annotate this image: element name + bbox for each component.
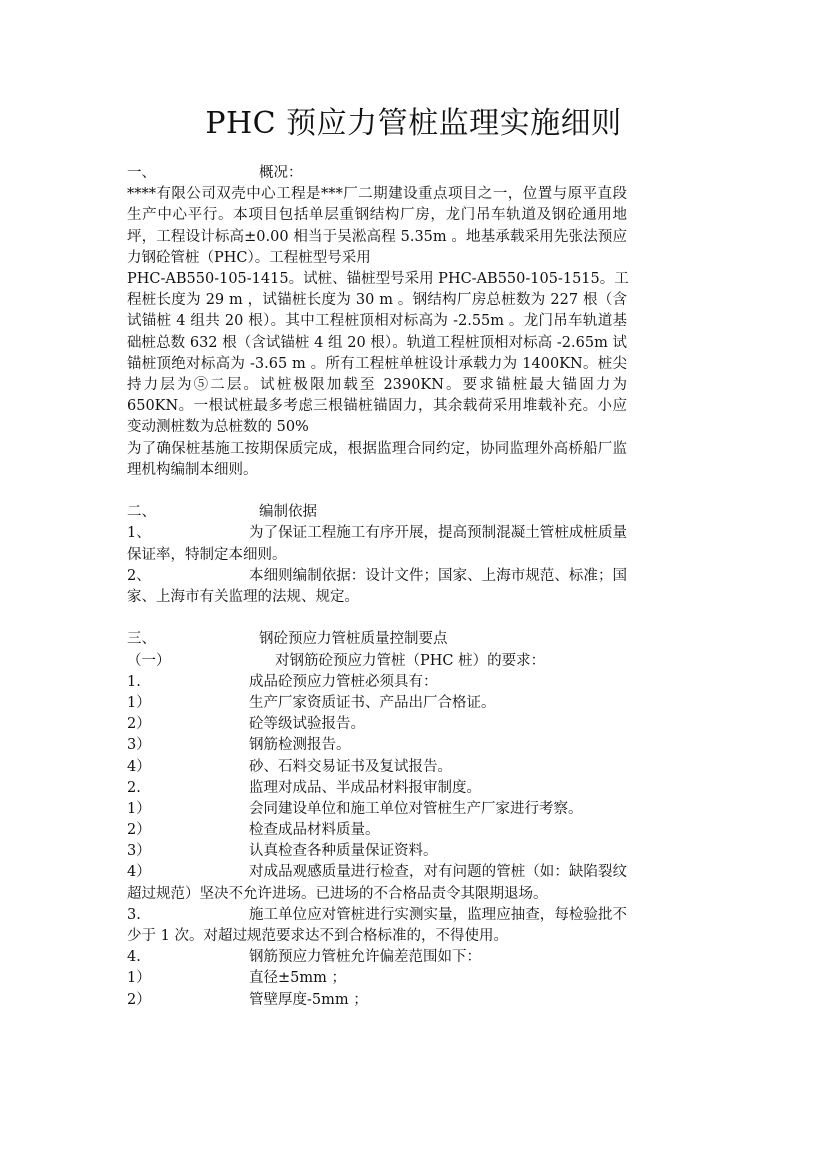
item-number: 2）: [127, 822, 151, 839]
section-1-heading: [127, 163, 627, 184]
item-text: 检查成品材料质量。: [249, 822, 380, 839]
item-number: 1）: [127, 970, 151, 987]
section-2-heading: [127, 502, 627, 523]
section-1-model-line: PHC-AB550-105-1415。试桩、锚桩型号采用 PHC-AB550-105-1515。工: [127, 271, 629, 287]
list-item: [127, 693, 627, 714]
list-item: [127, 799, 627, 820]
item-text: 钢筋检测报告。: [249, 737, 351, 754]
group-2-heading: [127, 778, 627, 799]
item-number: 4.: [127, 949, 141, 966]
item-number: 3）: [127, 843, 151, 860]
subsection-title: 对钢筋砼预应力管桩（PHC 桩）的要求：: [275, 652, 546, 669]
section-1-title: 概况：: [259, 165, 303, 181]
section-2-item: [127, 523, 627, 565]
item-number: 4）: [127, 758, 151, 775]
list-item: [127, 990, 627, 1011]
item-text: 为了保证工程施工有序开展，提高预制混凝土管桩成桩质量保证率，特制定本细则。: [127, 525, 627, 563]
list-item: [127, 735, 627, 756]
item-number: 1.: [127, 673, 141, 690]
section-1-paragraph-3: 为了确保桩基施工按期保质完成，根据监理合同约定，协同监理外高桥船厂监理机构编制本细则。: [127, 440, 627, 478]
section-3-title: 钢砼预应力管桩质量控制要点: [259, 631, 448, 648]
document-title: PHC 预应力管桩监理实施细则: [205, 106, 622, 141]
section-3-number: 三、: [127, 631, 156, 648]
item-text: 会同建设单位和施工单位对管桩生产厂家进行考察。: [249, 800, 583, 817]
list-item: [127, 714, 627, 735]
item-text: 施工单位应对管桩进行实测实量，监理应抽查，每检验批不少于 1 次。对超过规范要求达不到合格标准的，不得使用。: [127, 906, 627, 945]
group-4-heading: [127, 947, 627, 968]
item-text: 钢筋预应力管桩允许偏差范围如下：: [249, 949, 481, 966]
item-text: 认真检查各种质量保证资料。: [249, 843, 438, 860]
item-number: 4）: [127, 864, 151, 881]
item-text: 监理对成品、半成品材料报审制度。: [249, 779, 481, 796]
item-number: 2）: [127, 716, 151, 733]
item-number: 1、: [127, 525, 151, 542]
list-item: [127, 968, 627, 989]
item-text: 生产厂家资质证书、产品出厂合格证。: [249, 694, 496, 711]
item-number: 3.: [127, 906, 141, 923]
section-2-number: 二、: [127, 504, 156, 521]
section-2-item: [127, 566, 627, 608]
document-body: [127, 163, 627, 1011]
item-number: 2）: [127, 991, 151, 1008]
spacer: [127, 608, 627, 629]
item-text: 成品砼预应力管桩必须具有：: [249, 673, 438, 690]
subsection-number: （一）: [127, 652, 171, 669]
item-number: 1）: [127, 694, 151, 711]
section-3-heading: [127, 629, 627, 650]
list-item: [127, 841, 627, 862]
item-text: 管壁厚度-5mm ；: [249, 991, 368, 1008]
section-1-number: 一、: [127, 165, 156, 181]
section-1-paragraph-1: ****有限公司双壳中心工程是***厂二期建设重点项目之一，位置与原平直段生产中心平行。本项目包括单层重钢结构厂房，龙门吊车轨道及钢砼通用地坪，工程设计标高±0.00 相当于吴淞高程 5.35m 。地基承载采用先张法预应力钢砼管桩（PHC）。工程桩型号采用: [127, 186, 627, 266]
section-2-title: 编制依据: [259, 504, 317, 521]
item-number: 2、: [127, 567, 151, 584]
item-text: 砂、石料交易证书及复试报告。: [249, 758, 452, 775]
subsection-heading: [127, 651, 627, 672]
item-text: 本细则编制依据：设计文件；国家、上海市规范、标准；国家、上海市有关监理的法规、规定。: [127, 567, 627, 605]
section-1-paragraph-2: 程桩长度为 29 m ，试锚桩长度为 30 m 。钢结构厂房总桩数为 227 根（含试锚桩 4 组共 20 根）。其中工程桩顶相对标高为 -2.55m 。龙门吊车轨道基础桩总数 632 根（含试锚桩 4 组 20 根）。轨道工程桩顶相对标高 -2.65m 试锚桩顶绝对标高为 -3.65 m 。所有工程桩单桩设计承载力为 1400KN。桩尖持力层为⑤二层。试桩极限加载至 2390KN。要求锚桩最大锚固力为 650KN。一根试桩最多考虑三根锚桩锚固力，其余载荷采用堆载补充。小应变动测桩数为总桩数的 50%: [127, 292, 627, 436]
item-text: 砼等级试验报告。: [249, 716, 365, 733]
list-item: [127, 820, 627, 841]
item-number: 2.: [127, 779, 141, 796]
item-number: 1）: [127, 800, 151, 817]
list-item: [127, 862, 627, 904]
spacer: [127, 481, 627, 502]
list-item: [127, 757, 627, 778]
group-1-heading: [127, 672, 627, 693]
item-text: 对成品观感质量进行检查，对有问题的管桩（如：缺陷裂纹超过规范）坚决不允许进场。已进场的不合格品责令其限期退场。: [127, 864, 627, 902]
item-number: 3）: [127, 737, 151, 754]
group-3-item: [127, 905, 627, 947]
item-text: 直径±5mm ；: [249, 970, 346, 987]
